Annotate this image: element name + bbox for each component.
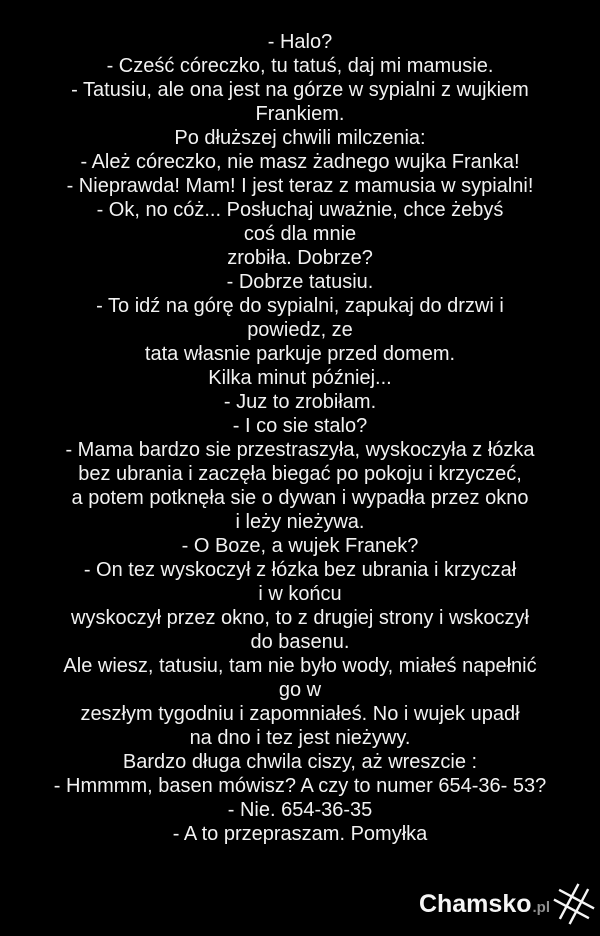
tilted-hash-icon bbox=[552, 880, 596, 928]
joke-line: - To idź na górę do sypialni, zapukaj do drzwi i bbox=[96, 295, 504, 317]
joke-line: do basenu. bbox=[250, 631, 350, 653]
joke-line: i w końcu bbox=[258, 583, 342, 605]
joke-line: go w bbox=[278, 679, 322, 701]
joke-line: Frankiem. bbox=[255, 103, 345, 125]
joke-line: - O Boze, a wujek Franek? bbox=[181, 535, 419, 557]
joke-line: - Hmmmm, basen mówisz? A czy to numer 654-36- 53? bbox=[53, 775, 547, 797]
joke-line: Po dłuższej chwili milczenia: bbox=[174, 127, 426, 149]
joke-line: i leży nieżywa. bbox=[235, 511, 365, 533]
joke-line: na dno i tez jest nieżywy. bbox=[189, 727, 411, 749]
joke-line: - I co sie stalo? bbox=[232, 415, 368, 437]
joke-line: - Halo? bbox=[267, 31, 333, 53]
joke-line: - Cześć córeczko, tu tatuś, daj mi mamusie. bbox=[106, 55, 494, 77]
brand-logo bbox=[419, 890, 550, 919]
brand-suffix: .pl bbox=[532, 898, 550, 916]
joke-line: - Mama bardzo sie przestraszyła, wyskoczyła z łózka bbox=[65, 439, 535, 461]
joke-line: - Tatusiu, ale ona jest na górze w sypialni z wujkiem bbox=[71, 79, 529, 101]
joke-line: powiedz, ze bbox=[247, 319, 353, 341]
joke-line: - Ok, no cóż... Posłuchaj uważnie, chce żebyś bbox=[96, 199, 504, 221]
joke-line: zrobiła. Dobrze? bbox=[227, 247, 373, 269]
joke-line: zeszłym tygodniu i zapomniałeś. No i wujek upadł bbox=[80, 703, 520, 725]
brand-name: Chamsko bbox=[418, 889, 532, 918]
joke-line: - Juz to zrobiłam. bbox=[223, 391, 377, 413]
joke-line: coś dla mnie bbox=[243, 223, 357, 245]
joke-line: - Ależ córeczko, nie masz żadnego wujka Franka! bbox=[80, 151, 520, 173]
joke-line: Bardzo długa chwila ciszy, aż wreszcie : bbox=[122, 751, 478, 773]
joke-line: tata własnie parkuje przed domem. bbox=[144, 343, 456, 365]
joke-line: a potem potknęła sie o dywan i wypadła przez okno bbox=[71, 487, 529, 509]
joke-line: - Nie. 654-36-35 bbox=[227, 799, 373, 821]
joke-line: bez ubrania i zaczęła biegać po pokoju i krzyczeć, bbox=[78, 463, 522, 485]
joke-line: - A to przepraszam. Pomyłka bbox=[172, 823, 428, 845]
joke-line: wyskoczył przez okno, to z drugiej strony i wskoczył bbox=[71, 607, 529, 629]
joke-line: - Nieprawda! Mam! I jest teraz z mamusia w sypialni! bbox=[66, 175, 534, 197]
joke-line: - Dobrze tatusiu. bbox=[226, 271, 374, 293]
footer-watermark bbox=[419, 880, 596, 928]
joke-line: Kilka minut później... bbox=[208, 367, 392, 389]
joke-text-block bbox=[0, 30, 600, 846]
joke-line: - On tez wyskoczył z łózka bez ubrania i krzyczał bbox=[83, 559, 517, 581]
joke-line: Ale wiesz, tatusiu, tam nie było wody, miałeś napełnić bbox=[63, 655, 537, 677]
